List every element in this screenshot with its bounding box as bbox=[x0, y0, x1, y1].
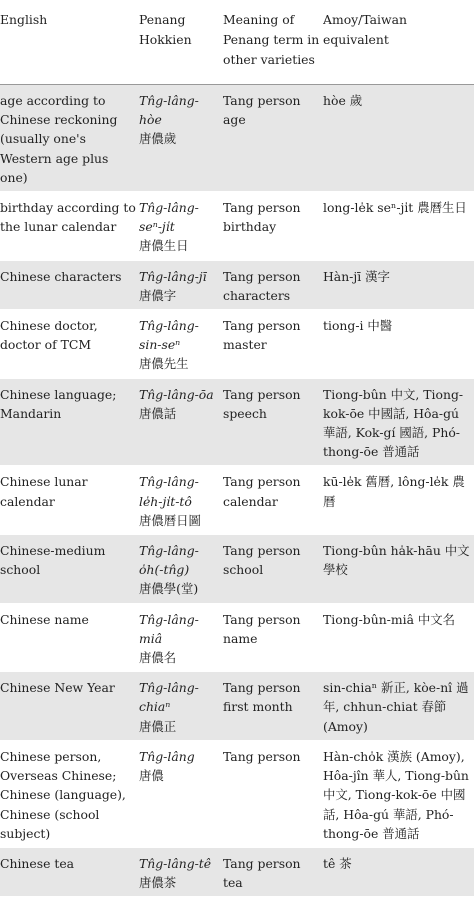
amoy-cell: Tiong-bûn-miâ 中文名 bbox=[323, 611, 456, 627]
meaning-cell: Tang person birthday bbox=[223, 200, 301, 235]
english-cell: Chinese-medium school bbox=[0, 535, 139, 604]
amoy-cell: kū-le̍k 舊曆, lông-le̍k 農曆 bbox=[323, 474, 465, 509]
penang-romanized: Tn̂g-lâng-tê bbox=[139, 855, 212, 871]
header-row bbox=[0, 0, 474, 85]
meaning-cell: Tang person master bbox=[223, 318, 301, 353]
penang-cell bbox=[139, 85, 223, 192]
penang-cell bbox=[139, 466, 223, 535]
penang-romanized: Tn̂g-lâng-o̍h(-tn̂g) bbox=[139, 543, 199, 578]
table-body bbox=[0, 85, 474, 897]
table-row bbox=[0, 847, 474, 896]
meaning-cell: Tang person bbox=[223, 748, 301, 764]
meaning-cell: Tang person age bbox=[223, 85, 323, 192]
table-header bbox=[0, 0, 474, 85]
penang-romanized: Tn̂g-lâng-miâ bbox=[139, 611, 199, 646]
table-row bbox=[0, 535, 474, 604]
penang-cell bbox=[139, 740, 223, 847]
english-cell: Chinese language; Mandarin bbox=[0, 378, 139, 466]
penang-romanized: Tn̂g-lâng-seⁿ-ji̍t bbox=[139, 200, 199, 235]
header-amoy-taiwan: Amoy/Taiwan equivalent bbox=[323, 12, 407, 47]
penang-chinese: 唐儂生日 bbox=[139, 238, 189, 254]
penang-chinese: 唐儂茶 bbox=[139, 875, 177, 891]
table-row bbox=[0, 192, 474, 261]
english-cell: Chinese characters bbox=[0, 260, 139, 309]
meaning-cell: Tang person name bbox=[223, 611, 301, 646]
english-cell: Chinese person, Overseas Chinese; Chinese (language), Chinese (school subject) bbox=[0, 748, 126, 841]
amoy-cell: Tiong-bûn 中文, Tiong-kok-ōe 中國話, Hôa-gú 華語, Kok-gí 國語, Phó-thong-ōe 普通話 bbox=[323, 378, 474, 466]
english-cell: age according to Chinese reckoning (usually one's Western age plus one) bbox=[0, 85, 139, 192]
penang-chinese: 唐儂曆日圖 bbox=[139, 512, 201, 528]
table-row bbox=[0, 466, 474, 535]
penang-cell bbox=[139, 260, 223, 309]
english-cell: Chinese lunar calendar bbox=[0, 474, 88, 509]
penang-chinese: 唐儂 bbox=[139, 768, 164, 784]
penang-chinese: 唐儂名 bbox=[139, 650, 177, 666]
penang-cell bbox=[139, 310, 223, 379]
penang-cell bbox=[139, 378, 223, 466]
amoy-cell: tê 茶 bbox=[323, 847, 474, 896]
table-row bbox=[0, 260, 474, 309]
english-cell: Chinese name bbox=[0, 611, 89, 627]
table-row bbox=[0, 85, 474, 192]
penang-romanized: Tn̂g-lâng-chiaⁿ bbox=[139, 680, 199, 715]
penang-romanized: Tn̂g-lâng-ōa bbox=[139, 386, 214, 402]
meaning-cell: Tang person first month bbox=[223, 672, 323, 741]
penang-chinese: 唐儂正 bbox=[139, 718, 177, 734]
penang-cell bbox=[139, 672, 223, 741]
penang-romanized: Tn̂g-lâng bbox=[139, 748, 195, 764]
table-row bbox=[0, 378, 474, 466]
english-cell: Chinese New Year bbox=[0, 672, 139, 741]
amoy-cell: Hàn-cho̍k 漢族 (Amoy), Hôa-jîn 華人, Tiong-bûn 中文, Tiong-kok-ōe 中國話, Hôa-gú 華語, Phó-thong-ōe 普通話 bbox=[323, 748, 469, 841]
amoy-cell: sin-chiaⁿ 新正, kòe-nî 過年, chhun-chiat 春節 (Amoy) bbox=[323, 672, 474, 741]
penang-chinese: 唐儂學(堂) bbox=[139, 581, 199, 597]
meaning-cell: Tang person calendar bbox=[223, 474, 301, 509]
penang-romanized: Tn̂g-lâng-jī bbox=[139, 268, 207, 284]
header-meaning: Meaning of Penang term in other varieties bbox=[223, 12, 320, 67]
header-penang-hokkien: Penang Hokkien bbox=[139, 12, 192, 47]
penang-cell bbox=[139, 535, 223, 604]
penang-chinese: 唐儂先生 bbox=[139, 356, 189, 372]
meaning-cell: Tang person speech bbox=[223, 378, 323, 466]
amoy-cell: hòe 歲 bbox=[323, 85, 474, 192]
penang-chinese: 唐儂字 bbox=[139, 287, 177, 303]
penang-cell bbox=[139, 192, 223, 261]
amoy-cell: long-le̍k seⁿ-ji̍t 農曆生日 bbox=[323, 200, 467, 216]
penang-romanized: Tn̂g-lâng-le̍h-ji̍t-tô bbox=[139, 474, 199, 509]
penang-cell bbox=[139, 847, 223, 896]
english-cell: Chinese tea bbox=[0, 847, 139, 896]
penang-chinese: 唐儂話 bbox=[139, 405, 177, 421]
table-row bbox=[0, 310, 474, 379]
penang-cell bbox=[139, 603, 223, 672]
table-row bbox=[0, 672, 474, 741]
meaning-cell: Tang person school bbox=[223, 535, 323, 604]
table-row bbox=[0, 740, 474, 847]
penang-chinese: 唐儂歲 bbox=[139, 131, 177, 147]
meaning-cell: Tang person tea bbox=[223, 847, 323, 896]
penang-romanized: Tn̂g-lâng-sin-seⁿ bbox=[139, 318, 199, 353]
penang-romanized: Tn̂g-lâng-hòe bbox=[139, 93, 199, 128]
table-row bbox=[0, 603, 474, 672]
meaning-cell: Tang person characters bbox=[223, 260, 323, 309]
header-english: English bbox=[0, 12, 48, 27]
amoy-cell: Tiong-bûn ha̍k-hāu 中文學校 bbox=[323, 535, 474, 604]
amoy-cell: tiong-i 中醫 bbox=[323, 318, 393, 334]
amoy-cell: Hàn-jī 漢字 bbox=[323, 260, 474, 309]
english-cell: Chinese doctor, doctor of TCM bbox=[0, 318, 98, 353]
english-cell: birthday according to the lunar calendar bbox=[0, 200, 136, 235]
